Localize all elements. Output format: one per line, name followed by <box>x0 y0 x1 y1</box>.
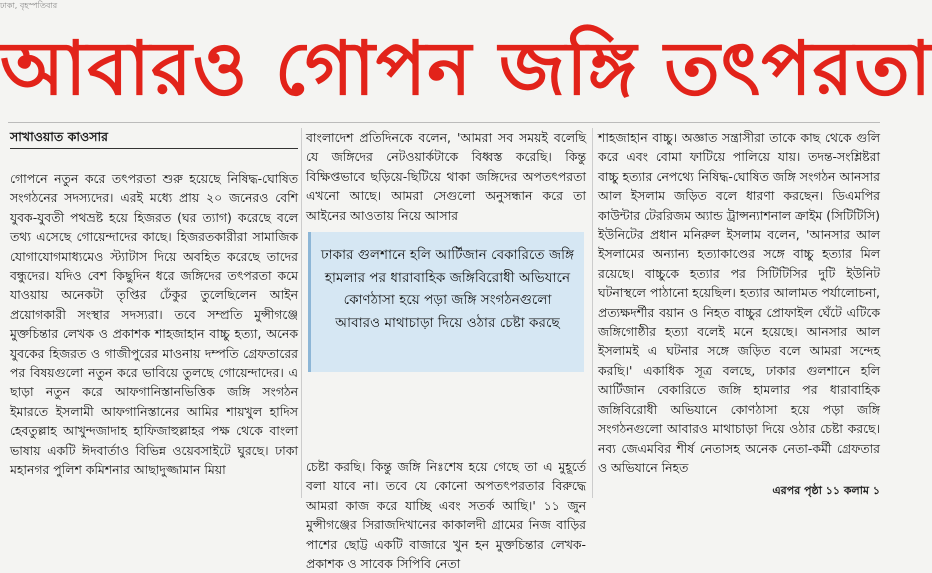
article-column-1 <box>10 128 298 504</box>
headline-divider <box>8 122 880 123</box>
column-3-text: শাহজাহান বাচ্চু। অজ্ঞাত সন্ত্রাসীরা তাকে কাছ থেকে গুলি করে এবং বোমা ফাটিয়ে পালিয়ে যায়। তদন্ত-সংশ্লিষ্টরা বাচ্চু হত্যার নেপথ্যে নিষিদ্ধ-ঘোষিত জঙ্গি সংগঠন আনসার আল ইসলাম জড়িত বলে ধারণা করছেন। ডিএমপির কাউন্টার টেররিজম অ্যান্ড ট্রান্সন্যাশনাল ক্রাইম (সিটিটিসি) ইউনিটের প্রধান মনিরুল ইসলাম বলেন, 'আনসার আল ইসলামের অন্যান্য হত্যাকাণ্ডের সঙ্গে বাচ্চু হত্যার মিল রয়েছে। বাচ্চুকে হত্যার পর সিটিটিসির দুটি ইউনিট ঘটনাস্থলে পাঠানো হয়েছিল। হত্যার আলামত পর্যালোচনা, প্রত্যক্ষদর্শীর বয়ান ও নিহত বাচ্চুর প্রোফাইল ঘেঁটে এটিকে জঙ্গিগোষ্ঠীর হত্যা বলেই মনে হয়েছে। আনসার আল ইসলামই এ ঘটনার সঙ্গে জড়িত বলে আমরা সন্দেহ করছি।' একাধিক সূত্র বলছে, ঢাকার গুলশানে হলি আর্টিজান বেকারিতে জঙ্গি হামলার পর ধারাবাহিক জঙ্গিবিরোধী অভিযানে কোণঠাসা হয়ে পড়া জঙ্গি সংগঠনগুলো আবারও মাথাচাড়া দিয়ে ওঠার চেষ্টা করছে। নব্য জেএমবির শীর্ষ নেতাসহ অনেক নেতা-কর্মী গ্রেফতার ও অভিযানে নিহত <box>598 130 880 475</box>
pullquote-text: ঢাকার গুলশানে হলি আর্টিজান বেকারিতে জঙ্গি হামলার পর ধারাবাহিক জঙ্গিবিরোধী অভিযানে কোণঠাসা হয়ে পড়া জঙ্গি সংগঠনগুলো আবারও মাথাচাড়া দিয়ে ওঠার চেষ্টা করছে <box>320 247 575 331</box>
article-column-3 <box>598 128 880 480</box>
headline: আবারও গোপন জঙ্গি তৎপরতা <box>0 26 932 112</box>
column-2-top-text: বাংলাদেশ প্রতিদিনকে বলেন, 'আমরা সব সময়ই বলেছি যে জঙ্গিদের নেটওয়ার্কটাকে বিধ্বস্ত করেছি। কিন্তু বিক্ষিপ্তভাবে ছড়িয়ে-ছিটিয়ে থাকা জঙ্গিদের অপতৎপরতা এখনো আছে। আমরা সেগুলো অনুসন্ধান করে তা আইনের আওতায় নিয়ে আসার <box>306 130 586 223</box>
byline: সাখাওয়াত কাওসার <box>10 128 298 149</box>
column-2-bottom-text: চেষ্টা করছি। কিন্তু জঙ্গি নিঃশেষ হয়ে গেছে তা এ মুহূর্তে বলা যাবে না। তবে যে কোনো অপতৎপরতার বিরুদ্ধে আমরা কাজ করে যাচ্ছি এবং সতর্ক আছি।' ১১ জুন মুন্সীগঞ্জের সিরাজদিখানের কাকালদী গ্রামের নিজ বাড়ির পাশের ছোট্ট একটি বাজারে খুন হন মুক্তচিন্তার লেখক-প্রকাশক ও সাবেক সিপিবি নেতা <box>306 459 586 572</box>
column-1-text: গোপনে নতুন করে তৎপরতা শুরু হয়েছে নিষিদ্ধ-ঘোষিত সংগঠনের সদস্যদের। এরই মধ্যে প্রায় ২০ জনেরও বেশি যুবক-যুবতী পথভ্রষ্ট হয়ে হিজরত (ঘর ত্যাগ) করেছে বলে তথ্য এসেছে গোয়েন্দাদের কাছে। হিজরতকারীরা সামাজিক যোগাযোগমাধ্যমেও স্ট্যাটাস দিয়ে অবহিত করেছে তাদের বন্ধুদের। যদিও বেশ কিছুদিন ধরে জঙ্গিদের তৎপরতা কমে যাওয়ায় অনেকটা তৃপ্তির ঢেঁকুর তুলেছিলেন আইন প্রয়োগকারী সংস্থার সদস্যরা। তবে সম্প্রতি মুন্সীগঞ্জে মুক্তচিন্তার লেখক ও প্রকাশক শাহজাহান বাচ্চু হত্যা, অনেক যুবকের হিজরত ও গাজীপুরের মাওনায় দম্পতি গ্রেফতারের পর বিষয়গুলো নতুন করে ভাবিয়ে তুলছে গোয়েন্দাদের। এ ছাড়া নতুন করে আফগানিস্তানভিত্তিক জঙ্গি সংগঠন ইমারতে ইসলামী আফগানিস্তানের আমির শায়খুল হাদিস হেবতুল্লাহ আখুন্দজাদাহ হাফিজাহুল্লাহর পক্ষ থেকে বাংলা ভাষায় একটি ঈদবার্তাও বিভিন্ন ওয়েবসাইটে ঘুরছে। ঢাকা মহানগর পুলিশ কমিশনার আছাদুজ্জামান মিয়া <box>10 171 298 478</box>
pullquote-box <box>308 232 584 372</box>
column-divider-1 <box>301 128 302 498</box>
page-header-strip: ঢাকা, বৃহস্পতিবার <box>0 1 58 10</box>
column-divider-2 <box>592 128 593 498</box>
continued-on-page: এরপর পৃষ্ঠা ১১ কলাম ১ <box>772 484 880 497</box>
